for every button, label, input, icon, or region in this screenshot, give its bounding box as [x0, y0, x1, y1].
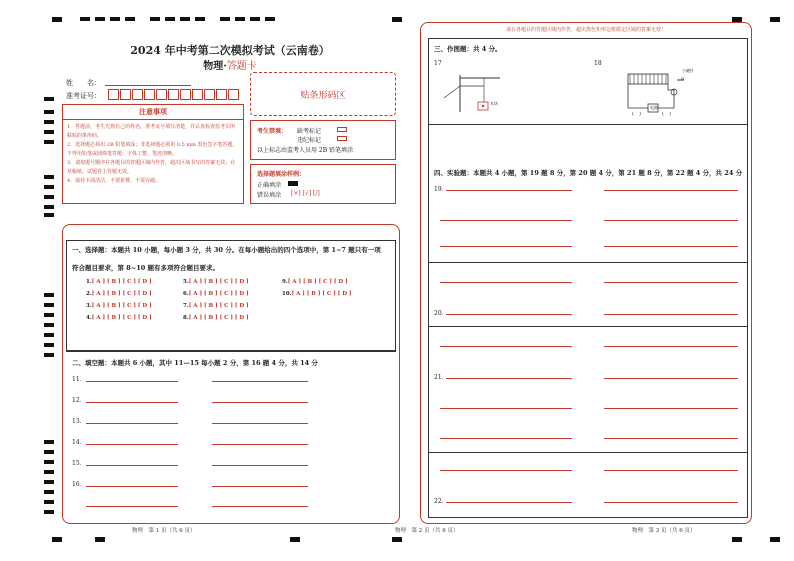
mark [44, 490, 54, 494]
answer-line[interactable] [86, 465, 178, 466]
mark [220, 17, 230, 21]
barcode-area [250, 72, 396, 116]
choice-row[interactable]: 5.[ A ] [ B ] [ C ] [ D ] [183, 279, 249, 285]
answer-line[interactable] [212, 423, 308, 424]
divider [428, 262, 748, 263]
answer-line[interactable] [440, 246, 572, 247]
mark [44, 343, 54, 347]
fill-number: 11． [72, 376, 86, 383]
fill-number: 16． [72, 481, 86, 488]
notice-title: 注意事项 [63, 105, 243, 120]
mark [180, 17, 190, 21]
answer-line[interactable] [604, 378, 738, 379]
choice-row[interactable]: 10.[ A ] [ B ] [ C ] [ D ] [282, 291, 352, 297]
fig18-label-magnet: 小磁针 [682, 68, 694, 73]
fig18-label-power: 电源 [650, 105, 658, 110]
barcode-label: 贴条形码区 [300, 90, 346, 101]
mark [44, 293, 54, 297]
mark [44, 120, 54, 124]
fill-number: 12． [72, 397, 86, 404]
notice-item: 2．选择题必须用 2B 铅笔填涂；非选择题必须用 0.5 mm 黑色签字笔答题，不得用铅笔或圆珠笔答题；字体工整、笔迹清晰。 [67, 142, 238, 157]
fig18-n-label: N [681, 76, 685, 81]
divider [428, 38, 748, 39]
fill-number: 19． [434, 186, 448, 193]
answer-line[interactable] [440, 282, 572, 283]
choice-row[interactable]: 3.[ A ] [ B ] [ C ] [ D ] [86, 303, 152, 309]
choice-row[interactable]: 8.[ A ] [ B ] [ C ] [ D ] [183, 315, 249, 321]
mark [95, 537, 105, 542]
mark [195, 17, 205, 21]
mark [44, 323, 54, 327]
q17-figure [440, 72, 510, 118]
mark [44, 97, 54, 101]
answer-line[interactable] [86, 506, 178, 507]
mark [125, 17, 135, 21]
answer-line[interactable] [446, 190, 572, 191]
answer-line[interactable] [440, 408, 572, 409]
mark [44, 353, 54, 357]
sample-box [250, 164, 396, 204]
answer-line[interactable] [440, 220, 572, 221]
q18-label: 18 [594, 60, 602, 67]
mark [44, 450, 54, 454]
mark [44, 175, 54, 179]
choice-row[interactable]: 2.[ A ] [ B ] [ C ] [ D ] [86, 291, 152, 297]
mark [44, 110, 54, 114]
mark [44, 500, 54, 504]
answer-line[interactable] [446, 314, 572, 315]
mark [165, 17, 175, 21]
mark [110, 17, 120, 21]
answer-line[interactable] [212, 506, 308, 507]
mark [44, 460, 54, 464]
answer-line[interactable] [86, 486, 178, 487]
notice-item: 1．答题前，考生先将自己的姓名，准考证号填写清楚，并认真检查监考员所粘贴的条形码。 [67, 124, 236, 139]
mark [770, 537, 780, 542]
answer-line[interactable] [212, 486, 308, 487]
fill-number: 14． [72, 439, 86, 446]
divider [747, 38, 748, 518]
sample-title: 选择题填涂样例： [257, 171, 306, 178]
mark [44, 510, 54, 514]
mark [44, 470, 54, 474]
answer-line[interactable] [604, 282, 738, 283]
answer-line[interactable] [446, 378, 572, 379]
divider [428, 452, 748, 453]
area-warning: 请在各题目的答题区域内作答，超出黑色矩形边框限定区域的答案无效！ [505, 27, 666, 33]
fig18-paren-left: ( ) [632, 111, 641, 117]
name-label: 姓 名： [66, 79, 101, 87]
wrong-marks: [×] [√] [/] [291, 190, 320, 197]
answer-line[interactable] [604, 346, 738, 347]
mark [290, 537, 300, 542]
divider [428, 124, 748, 125]
mark [44, 205, 54, 209]
divider [428, 326, 748, 327]
answer-line[interactable] [440, 470, 572, 471]
answer-line[interactable] [440, 438, 572, 439]
divider [428, 38, 429, 518]
answer-line[interactable] [86, 402, 178, 403]
mark [44, 333, 54, 337]
answer-line[interactable] [604, 502, 738, 503]
answer-line[interactable] [604, 190, 738, 191]
id-number-boxes[interactable] [108, 89, 240, 100]
mark [770, 17, 780, 22]
answer-line[interactable] [604, 246, 738, 247]
choice-row[interactable]: 9.[ A ] [ B ] [ C ] [ D ] [282, 279, 348, 285]
fig18-paren-right: ( ) [662, 111, 671, 117]
mark [392, 537, 402, 542]
divider [428, 517, 748, 518]
section3-title: 三、作图题：共 4 分。 [434, 45, 502, 53]
answer-line[interactable] [86, 444, 178, 445]
mark [392, 17, 402, 22]
mark [44, 185, 54, 189]
fill-number: 20． [434, 310, 448, 317]
notice-item: 3．请按题号顺序在各题目的答题区域内作答，超出区域书写的答案无效；在草稿纸、试题卷上答题无效。 [67, 160, 236, 175]
notice-item: 4．保持卡面清洁，不要折叠、不要弄破。 [67, 178, 161, 184]
answer-line[interactable] [212, 402, 308, 403]
wrong-label: 错误填涂 [257, 192, 282, 199]
mark [44, 140, 54, 144]
choice-row[interactable]: 6.[ A ] [ B ] [ C ] [ D ] [183, 291, 249, 297]
status-title: 考生禁填： [257, 128, 288, 135]
q17-label: 17 [434, 60, 442, 67]
fill-number: 13． [72, 418, 86, 425]
answer-line[interactable] [446, 502, 572, 503]
answer-line[interactable] [604, 314, 738, 315]
page-footer-1: 物理 第 1 页（共 6 页） [132, 528, 196, 534]
mark [732, 537, 742, 542]
absent-label: 缺考标记 [297, 128, 322, 135]
answer-line[interactable] [604, 220, 738, 221]
answer-line[interactable] [212, 381, 308, 382]
mark [95, 17, 105, 21]
status-note: 以上标志由监考人员用 2B 铅笔填涂 [257, 147, 354, 154]
mark [52, 17, 62, 22]
page-footer-3: 物理 第 3 页（共 6 页） [632, 528, 696, 534]
answer-line[interactable] [604, 438, 738, 439]
mark [44, 313, 54, 317]
mark [44, 195, 54, 199]
fill-number: 15． [72, 460, 86, 467]
page-footer-2: 物理 第 2 页（共 6 页） [395, 528, 459, 534]
name-field[interactable] [105, 76, 191, 86]
notice-box [62, 104, 244, 204]
section4-title: 四、实验题：本题共 4 小题，第 19 题 8 分，第 20 题 4 分，第 21 题 8 分，第 22 题 4 分，共 24 分 [434, 169, 743, 177]
answer-line[interactable] [604, 408, 738, 409]
correct-mark [288, 181, 298, 186]
violation-label: 违纪标记 [297, 137, 322, 144]
fill-number: 21． [434, 374, 448, 381]
answer-line[interactable] [86, 423, 178, 424]
divider [66, 351, 396, 352]
mark [150, 17, 160, 21]
card-subtitle: 物理·答题卡 [203, 61, 257, 72]
mark [44, 130, 54, 134]
section1-title: 一、选择题：本题共 10 小题，每小题 3 分，共 30 分。在每小题给出的四个选项中，第 1~7 题只有一项 [72, 246, 381, 254]
answer-line[interactable] [440, 346, 572, 347]
answer-line[interactable] [212, 444, 308, 445]
section2-title: 二、填空题：本题共 6 小题，其中 11—15 每小题 2 分，第 16 题 4 分，共 14 分 [72, 359, 318, 367]
section1-title-line2: 符合题目要求，第 8~10 题有多项符合题目要求。 [72, 264, 220, 272]
mark [52, 537, 62, 542]
mark [80, 17, 90, 21]
correct-label: 正确填涂 [257, 182, 282, 189]
mark [44, 303, 54, 307]
choice-row[interactable]: 1.[ A ] [ B ] [ C ] [ D ] [86, 279, 152, 285]
mark [235, 17, 245, 21]
mark [250, 17, 260, 21]
id-label: 准考证号： [66, 92, 101, 100]
fill-number: 22． [434, 498, 448, 505]
mark [44, 480, 54, 484]
card-label: 答题卡 [226, 61, 257, 72]
choice-row[interactable]: 4.[ A ] [ B ] [ C ] [ D ] [86, 315, 152, 321]
answer-line[interactable] [86, 381, 178, 382]
fig17-label: 木块 [490, 101, 498, 106]
subject-label: 物理 [203, 61, 224, 72]
violation-mark-box[interactable] [337, 136, 347, 141]
mark [44, 213, 54, 217]
mark [265, 17, 275, 21]
answer-line[interactable] [604, 470, 738, 471]
answer-line[interactable] [212, 465, 308, 466]
mark [44, 440, 54, 444]
exam-status-box [250, 120, 396, 160]
choice-row[interactable]: 7.[ A ] [ B ] [ C ] [ D ] [183, 303, 249, 309]
exam-title: 2024 年中考第二次模拟考试（云南卷） [130, 44, 330, 57]
absent-mark-box[interactable] [337, 127, 347, 132]
